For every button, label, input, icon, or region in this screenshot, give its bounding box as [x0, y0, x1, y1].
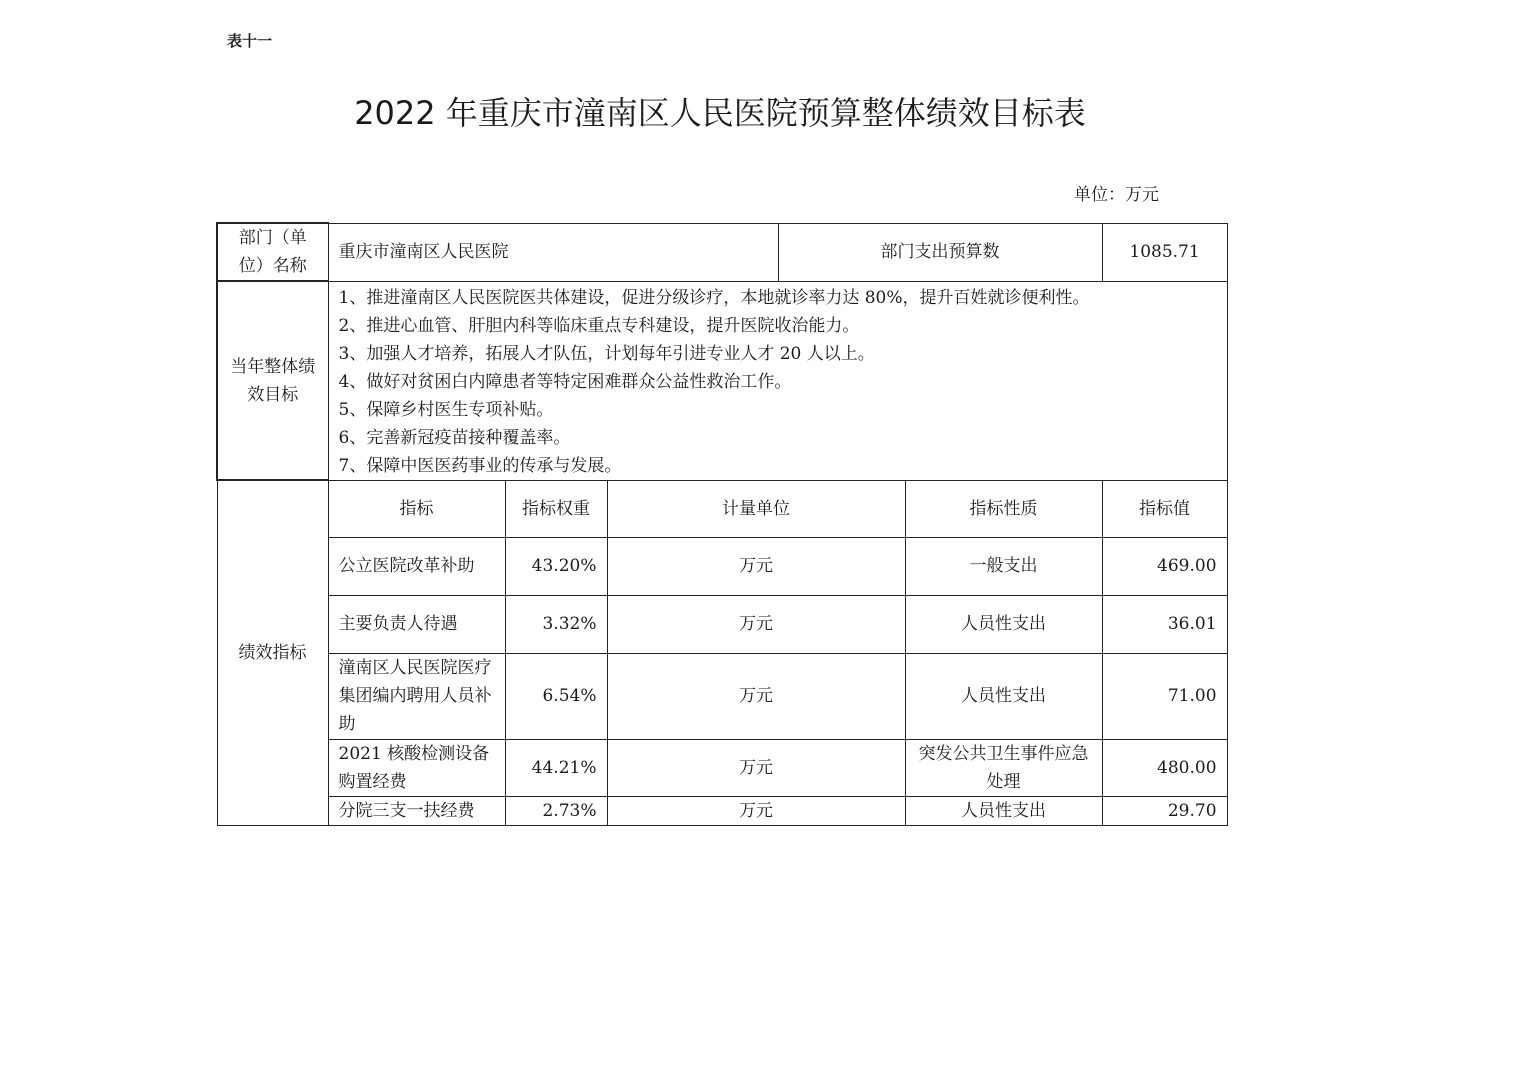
- budget-label: 部门支出预算数: [778, 223, 1102, 281]
- goals-row: [217, 281, 1227, 480]
- indicators-label: 绩效指标: [217, 480, 328, 825]
- table-number: 表十一: [227, 32, 273, 50]
- goals-label: 当年整体绩效目标: [217, 281, 328, 480]
- header-indicator: 指标: [328, 480, 505, 537]
- indicator-name: 分院三支一扶经费: [328, 796, 505, 825]
- indicator-value: 71.00: [1102, 653, 1227, 739]
- indicator-unit: 万元: [607, 739, 905, 796]
- dept-row: [217, 223, 1227, 281]
- goal-item: 1、推进潼南区人民医院医共体建设，促进分级诊疗，本地就诊率力达 80%，提升百姓就诊便利性。: [338, 287, 1090, 308]
- indicator-weight: 2.73%: [505, 796, 607, 825]
- indicator-header-row: [217, 480, 1227, 537]
- table-row: [217, 537, 1227, 595]
- goal-item: 2、推进心血管、肝胆内科等临床重点专科建设，提升医院收治能力。: [338, 315, 860, 336]
- indicator-unit: 万元: [607, 796, 905, 825]
- goal-item: 6、完善新冠疫苗接种覆盖率。: [338, 427, 571, 448]
- header-nature: 指标性质: [905, 480, 1102, 537]
- indicator-name: 潼南区人民医院医疗集团编内聘用人员补助: [328, 653, 505, 739]
- indicator-weight: 6.54%: [505, 653, 607, 739]
- page-title: 2022 年重庆市潼南区人民医院预算整体绩效目标表: [354, 94, 1086, 132]
- indicator-weight: 44.21%: [505, 739, 607, 796]
- goal-item: 4、做好对贫困白内障患者等特定困难群众公益性救治工作。: [338, 371, 792, 392]
- indicator-value: 480.00: [1102, 739, 1227, 796]
- indicator-nature: 人员性支出: [905, 595, 1102, 653]
- table-row: [217, 739, 1227, 796]
- indicator-weight: 43.20%: [505, 537, 607, 595]
- indicator-unit: 万元: [607, 537, 905, 595]
- table-row: [217, 796, 1227, 825]
- indicator-name: 2021 核酸检测设备购置经费: [328, 739, 505, 796]
- table-row: [217, 595, 1227, 653]
- header-weight: 指标权重: [505, 480, 607, 537]
- indicator-nature: 人员性支出: [905, 796, 1102, 825]
- header-value: 指标值: [1102, 480, 1227, 537]
- table-row: [217, 653, 1227, 739]
- dept-name-value: 重庆市潼南区人民医院: [328, 223, 778, 281]
- performance-table: [216, 222, 1228, 826]
- indicator-nature: 人员性支出: [905, 653, 1102, 739]
- indicator-value: 36.01: [1102, 595, 1227, 653]
- goals-content: [328, 281, 1227, 480]
- indicator-unit: 万元: [607, 653, 905, 739]
- indicator-name: 主要负责人待遇: [328, 595, 505, 653]
- header-unit: 计量单位: [607, 480, 905, 537]
- indicator-name: 公立医院改革补助: [328, 537, 505, 595]
- budget-value: 1085.71: [1102, 223, 1227, 281]
- goal-item: 7、保障中医医药事业的传承与发展。: [338, 455, 622, 476]
- goal-item: 5、保障乡村医生专项补贴。: [338, 399, 554, 420]
- indicator-value: 29.70: [1102, 796, 1227, 825]
- goal-item: 3、加强人才培养，拓展人才队伍，计划每年引进专业人才 20 人以上。: [338, 343, 875, 364]
- dept-name-label: 部门（单位）名称: [217, 223, 328, 281]
- indicator-nature: 突发公共卫生事件应急处理: [905, 739, 1102, 796]
- indicator-weight: 3.32%: [505, 595, 607, 653]
- unit-note: 单位：万元: [1074, 185, 1159, 205]
- indicator-unit: 万元: [607, 595, 905, 653]
- indicator-value: 469.00: [1102, 537, 1227, 595]
- indicator-nature: 一般支出: [905, 537, 1102, 595]
